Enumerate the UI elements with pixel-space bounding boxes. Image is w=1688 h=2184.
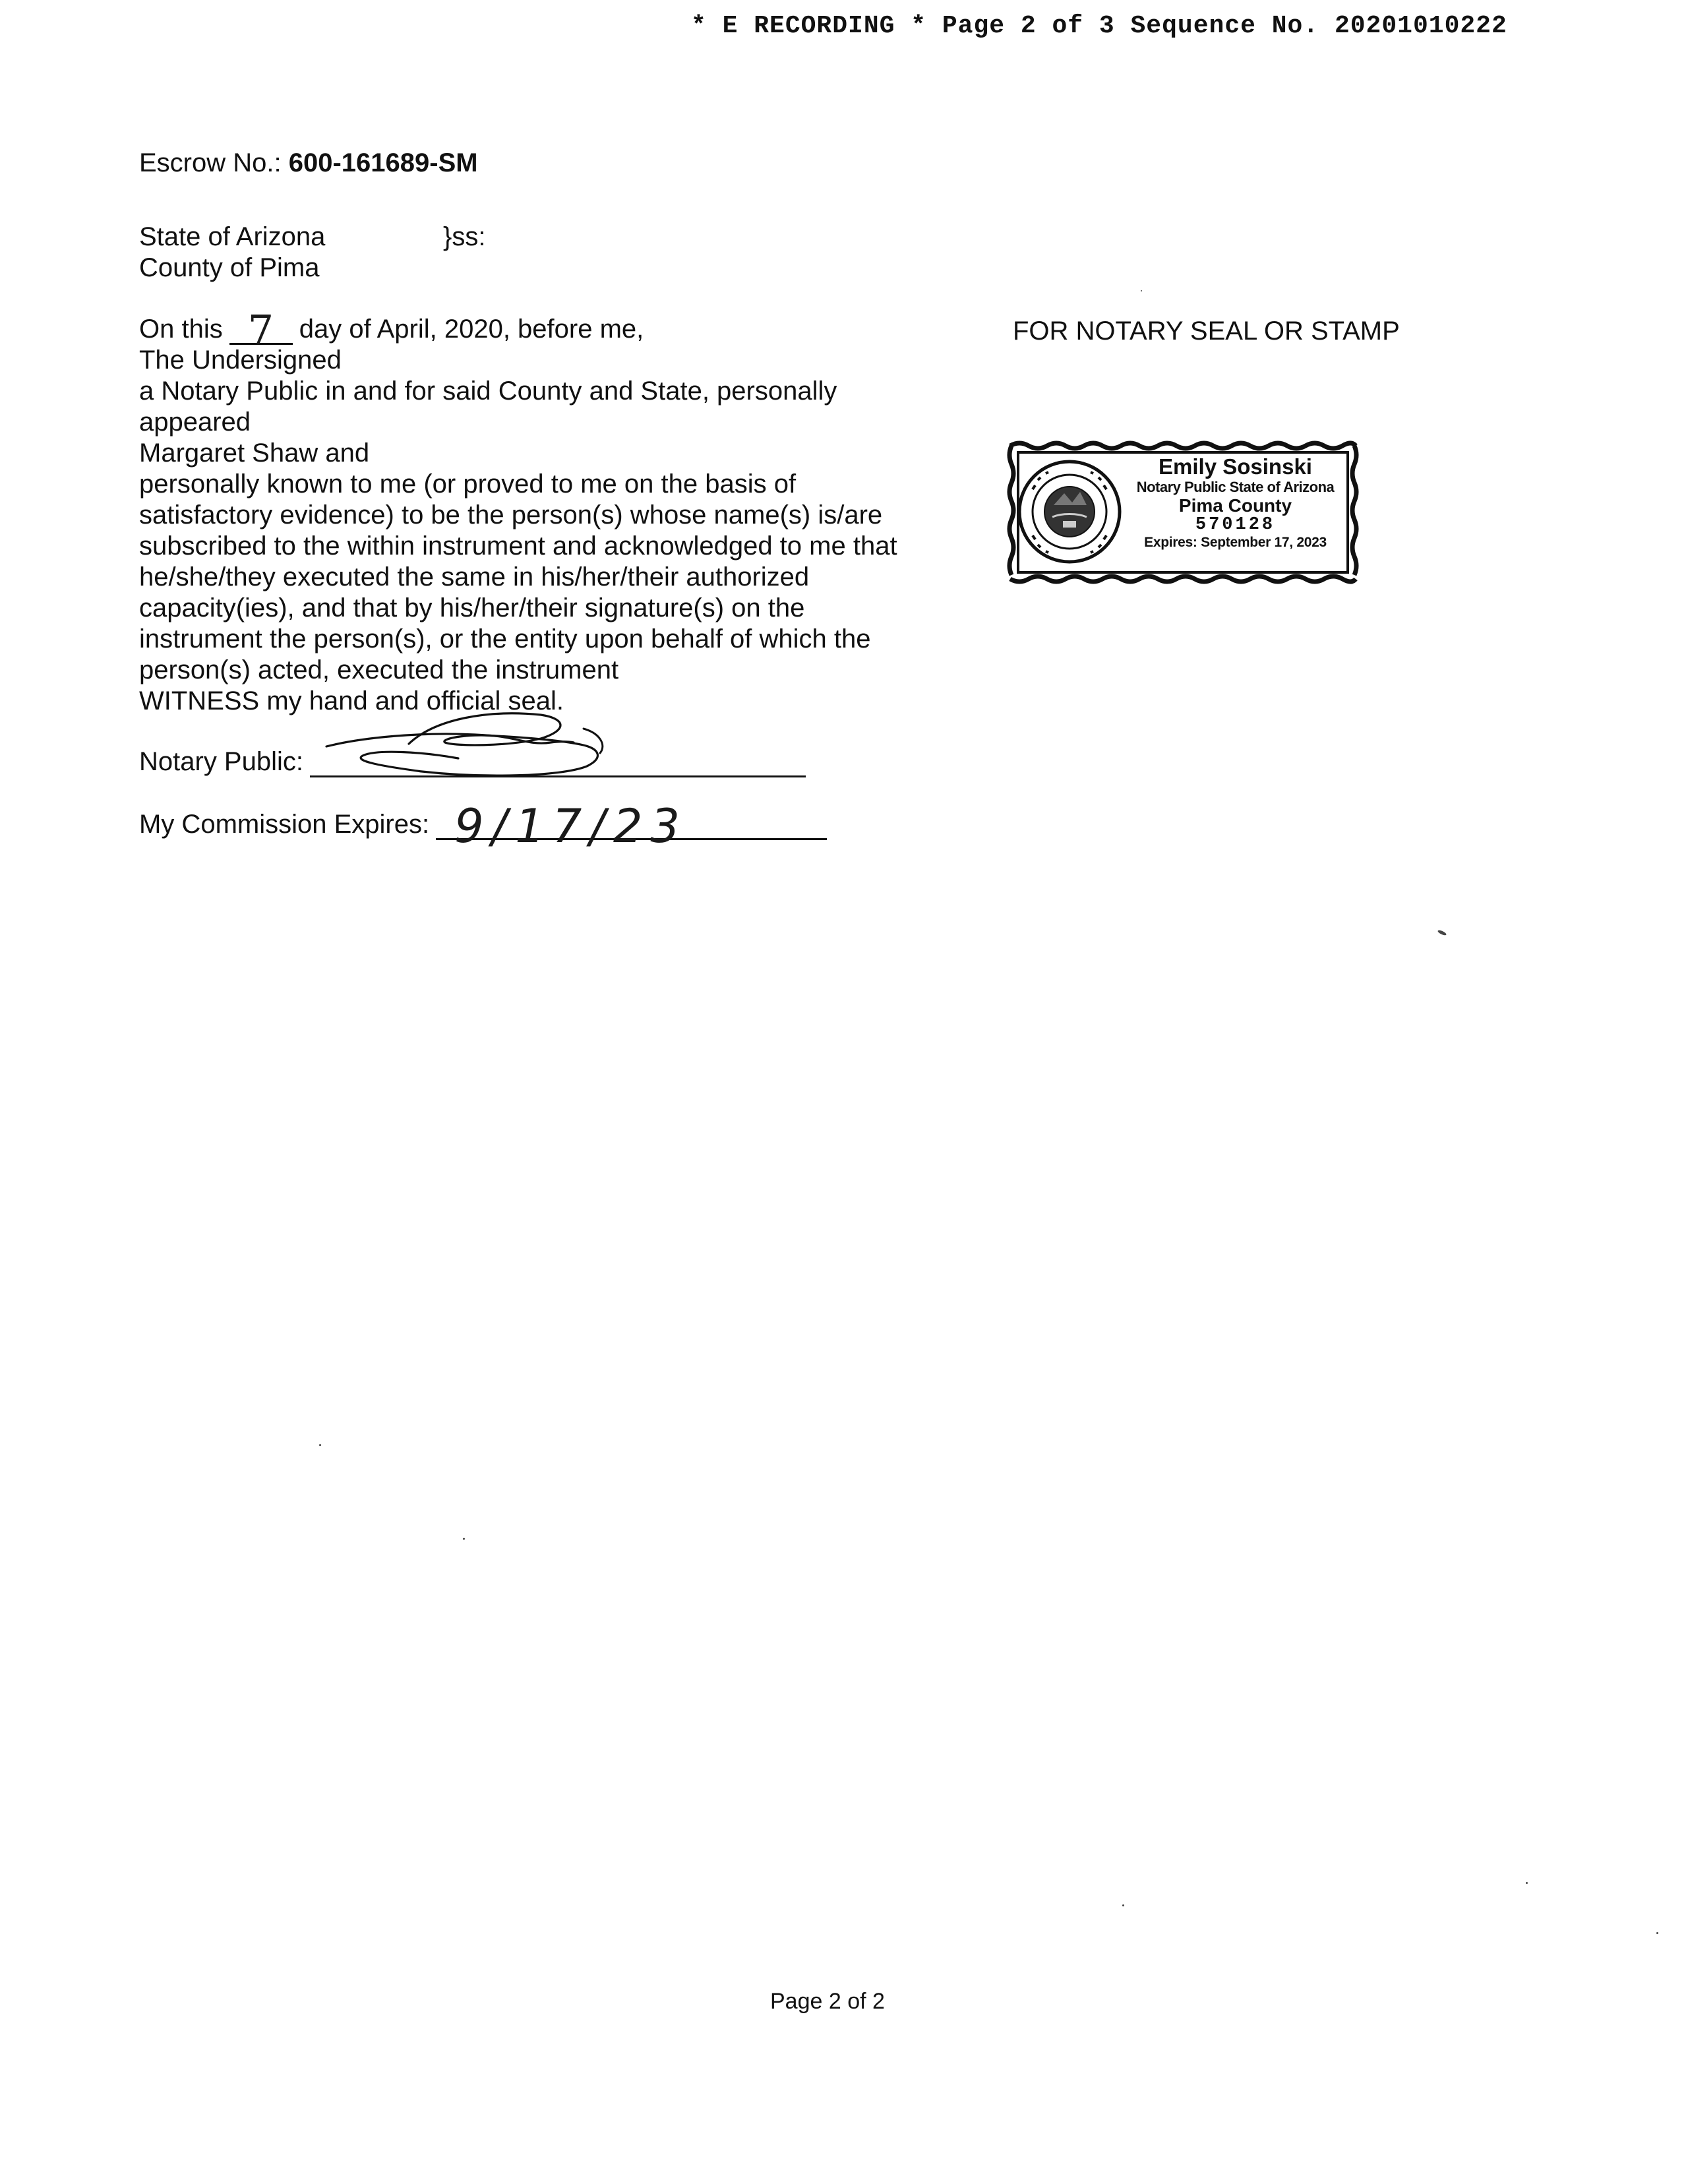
stamp-text-block (1122, 455, 1349, 551)
commission-expires-label: My Commission Expires: (139, 810, 430, 839)
scan-speck (319, 1444, 321, 1446)
stamp-commission-number: 570128 (1195, 515, 1276, 535)
notary-signature-icon (323, 706, 633, 778)
signature-blank-field (310, 749, 806, 777)
acknowledgment-date-line (139, 306, 644, 354)
scan-speck (1656, 1932, 1658, 1934)
stamp-notary-name: Emily Sosinski (1159, 454, 1312, 479)
commission-blank-field (436, 799, 827, 853)
notary-public-label: Notary Public: (139, 747, 303, 776)
stamp-county: Pima County (1178, 495, 1292, 516)
e-recording-header: * E RECORDING * Page 2 of 3 Sequence No. 20201010222 (691, 12, 1507, 40)
acknowledgment-line: personally known to me (or proved to me on the basis of (139, 470, 797, 499)
acknowledgment-paragraph (139, 345, 897, 717)
acknowledgment-line: instrument the person(s), or the entity upon behalf of which the (139, 624, 871, 653)
scan-speck (1526, 1882, 1528, 1884)
day-blank-field (229, 306, 293, 354)
notary-signature-line (139, 746, 806, 777)
acknowledgment-line: appeared (139, 408, 251, 437)
acknowledgment-line: satisfactory evidence) to be the person(s) whose name(s) is/are (139, 501, 883, 530)
day-of-text: day of April, 2020, before me, (299, 315, 644, 344)
escrow-label: Escrow No.: (139, 148, 282, 177)
scan-speck (1141, 290, 1142, 291)
acknowledgment-line: The Undersigned (139, 346, 342, 375)
handwritten-commission-date: 9/17/23 (454, 799, 688, 853)
escrow-number: 600-161689-SM (288, 148, 478, 177)
commission-expires-line (139, 799, 827, 853)
stamp-expiration: Expires: September 17, 2023 (1144, 535, 1327, 550)
notary-stamp (1006, 439, 1360, 586)
on-this-text: On this (139, 315, 223, 344)
scan-speck (463, 1538, 465, 1540)
handwritten-day: 7 (247, 306, 274, 354)
venue-ss: }ss: (443, 222, 486, 251)
scan-speck (1122, 1904, 1124, 1906)
scan-speck (1437, 929, 1447, 936)
acknowledgment-line: Margaret Shaw and (139, 439, 370, 468)
witness-line: WITNESS my hand and official seal. (139, 686, 564, 715)
acknowledgment-line: capacity(ies), and that by his/her/their signature(s) on the (139, 593, 805, 622)
seal-area-heading: FOR NOTARY SEAL OR STAMP (1013, 317, 1400, 346)
page-footer: Page 2 of 2 (770, 1989, 885, 2014)
escrow-line (139, 148, 478, 179)
acknowledgment-line: subscribed to the within instrument and acknowledged to me that (139, 531, 897, 561)
stamp-notary-title: Notary Public State of Arizona (1136, 479, 1335, 495)
acknowledgment-line: he/she/they executed the same in his/her/their authorized (139, 562, 810, 592)
acknowledgment-line: a Notary Public in and for said County and State, personally (139, 377, 837, 406)
venue-state: State of Arizona (139, 222, 326, 251)
acknowledgment-line: person(s) acted, executed the instrument (139, 655, 619, 684)
venue-county: County of Pima (139, 253, 320, 282)
